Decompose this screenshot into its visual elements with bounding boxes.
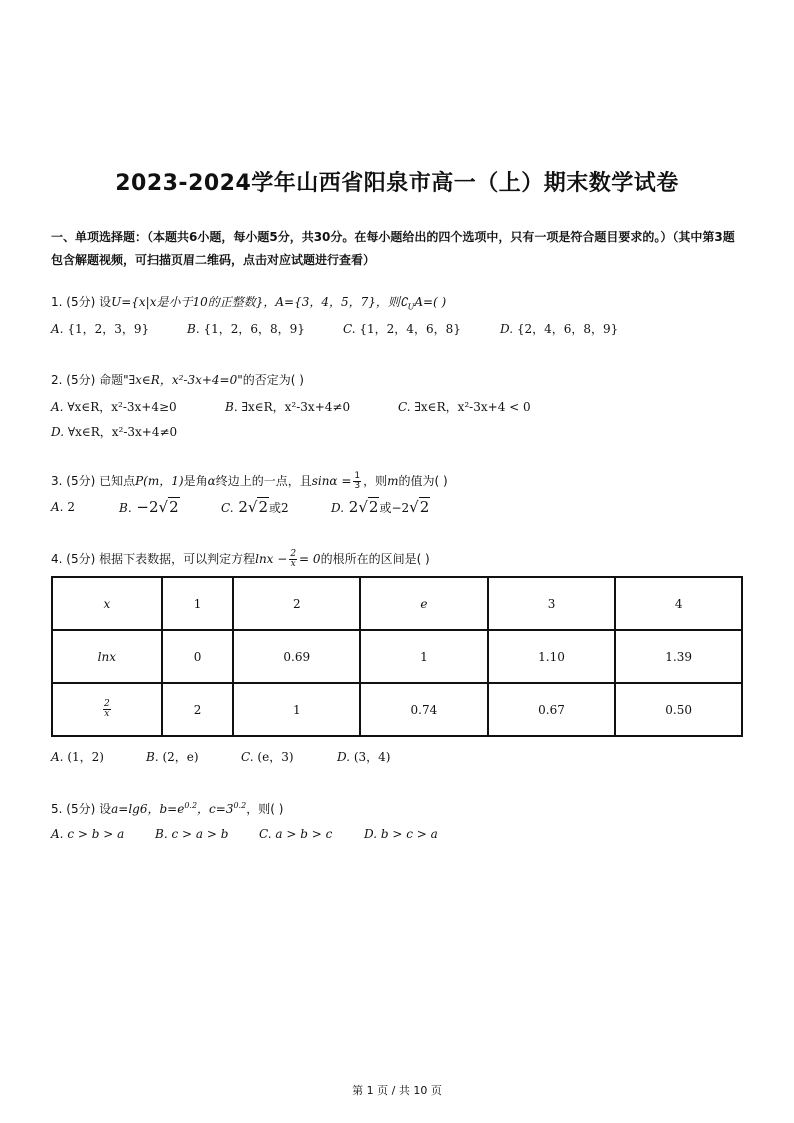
option-post: 或2 [269,501,289,515]
option-letter: C. [241,750,254,764]
stem-math: = 0 [299,552,321,566]
option-letter: B. [187,322,200,336]
q2-option-a[interactable] [51,398,177,415]
fraction-numerator: 1 [354,471,361,481]
table-cell: 1 [233,683,360,736]
table-row [52,630,742,683]
option-letter: C. [221,501,234,515]
table-cell: 2 [233,577,360,630]
option-letter: B. [155,827,168,841]
table-cell: 4 [615,577,742,630]
table-row [52,577,742,630]
stem-math: A=( ) [414,295,447,309]
question-4-stem [51,550,430,569]
q4-option-c[interactable] [241,748,294,765]
stem-text: "的否定为( ) [237,373,304,387]
option-text: ∃x∈R，x²-3x+4 < 0 [414,400,531,414]
option-pre: −2 [136,498,159,516]
q2-option-c[interactable] [398,398,531,415]
stem-text: 的根所在的区间是( ) [320,552,430,566]
q3-option-c[interactable] [221,498,289,516]
q5-option-b[interactable] [155,827,228,841]
question-2-stem [51,371,304,388]
option-pre: 2 [238,498,248,516]
stem-math: U={x|x是小于10的正整数}，A={3，4，5，7}，则∁ [111,295,408,309]
option-letter: A. [51,827,64,841]
question-number: 2. (5分) [51,373,96,387]
q1-option-b[interactable] [187,320,305,337]
data-table [51,576,743,737]
option-text: (3，4) [353,750,391,764]
option-letter: A. [51,750,64,764]
table-cell: 1.39 [615,630,742,683]
option-text: {2，4，6，8，9} [516,322,619,336]
fraction [353,472,361,491]
table-cell: 0.67 [488,683,616,736]
q5-option-d[interactable] [364,827,438,841]
question-number: 1. (5分) [51,295,96,309]
section-heading: 一、单项选择题：（本题共6小题，每小题5分，共30分。在每小题给出的四个选项中，只有一项是符合题目要求的。）（其中第3题包含解题视频，可扫描页眉二维码，点击对应试题进行查看） [51,230,735,267]
q3-option-d[interactable] [331,498,430,516]
q1-option-c[interactable] [343,320,461,337]
q5-option-c[interactable] [259,827,332,841]
option-text: {1，2，3，9} [67,322,150,336]
table-cell: 0.50 [615,683,742,736]
stem-text: 命题" [99,373,129,387]
table-cell: x [52,577,162,630]
question-number: 4. (5分) [51,552,96,566]
option-text: a > b > c [275,827,333,841]
fraction-numerator: 2 [290,549,297,559]
stem-text: ，则 [363,474,388,488]
fraction-numerator: 2 [103,699,110,709]
option-letter: A. [51,322,64,336]
table-cell: 2 [162,683,234,736]
option-letter: D. [500,322,514,336]
question-1-stem [51,293,446,311]
option-text: b > c > a [380,827,438,841]
stem-math: ∃x∈R，x²-3x+4=0 [128,373,238,387]
stem-math: lnx − [255,552,288,566]
exponent: 0.2 [233,801,247,810]
option-text: ∃x∈R，x²-3x+4≠0 [241,400,351,414]
stem-math: a=lg6，b=e [111,802,185,816]
option-text: c > b > a [67,827,125,841]
radicand: 2 [258,498,269,516]
option-letter: D. [51,425,65,439]
table-cell: 1 [360,630,488,683]
table-cell: 1 [162,577,234,630]
fraction-denominator: x [104,709,110,719]
option-letter: A. [51,400,64,414]
option-text: (2，e) [162,750,199,764]
q4-option-a[interactable] [51,748,104,765]
stem-text: 设 [99,295,112,309]
stem-text: 的值为( ) [398,474,448,488]
q3-option-b[interactable] [119,498,180,516]
stem-math: α [207,474,216,488]
stem-text: 终边上的一点，且 [215,474,312,488]
table-cell: e [360,577,488,630]
stem-subscript: U [407,302,415,312]
q2-option-d[interactable] [51,423,177,440]
radicand: 2 [419,498,430,516]
option-letter: A. [51,500,64,514]
q4-option-b[interactable] [146,748,199,765]
table-cell [52,683,162,736]
page-footer: 第 1 页 / 共 10 页 [352,1084,442,1097]
radicand: 2 [169,498,179,516]
stem-text: 已知点 [99,474,136,488]
sqrt-icon: √ [247,498,258,516]
option-letter: C. [259,827,272,841]
option-letter: B. [146,750,159,764]
option-letter: C. [343,322,356,336]
option-letter: D. [364,827,378,841]
stem-math: P(m，1) [135,474,184,488]
table-cell: 0.69 [233,630,360,683]
table-cell: 1.10 [488,630,616,683]
stem-text: 根据下表数据，可以判定方程 [99,552,256,566]
option-pre: 2 [348,498,359,516]
q2-option-b[interactable] [225,398,350,415]
question-number: 3. (5分) [51,474,96,488]
option-letter: D. [331,501,345,515]
option-text: (e，3) [257,750,294,764]
option-letter: D. [337,750,351,764]
stem-text: ，则( ) [246,802,284,816]
option-text: ∀x∈R，x²-3x+4≠0 [67,425,178,439]
question-3-stem [51,472,448,491]
option-text: (1，2) [67,750,104,764]
fraction [103,700,111,719]
option-letter: B. [119,501,132,515]
fraction-denominator: 3 [354,481,361,491]
radicand: 2 [368,498,379,516]
table-cell: 0 [162,630,234,683]
q1-option-a[interactable] [51,320,149,337]
sqrt-icon: √ [358,498,368,516]
q4-option-d[interactable] [337,748,390,765]
option-letter: B. [225,400,238,414]
option-text: {1，2，4，6，8} [359,322,461,336]
table-cell: 0.74 [360,683,488,736]
question-5-stem [51,800,283,817]
table-cell: lnx [52,630,162,683]
sqrt-icon: √ [409,498,419,516]
stem-text: 是角 [183,474,208,488]
fraction-denominator: x [290,559,296,569]
table-cell: 3 [488,577,616,630]
option-text: {1，2，6，8，9} [203,322,305,336]
option-text: 2 [67,500,75,514]
table-row [52,683,742,736]
stem-math: m [387,474,399,488]
stem-math: sinα = [311,474,352,488]
stem-math: ，c=3 [197,802,234,816]
option-letter: C. [398,400,411,414]
sqrt-icon: √ [158,498,169,516]
page-title: 2023-2024学年山西省阳泉市高一（上）期末数学试卷 [115,171,679,196]
exponent: 0.2 [184,801,198,810]
q1-option-d[interactable] [500,320,618,337]
fraction [289,550,297,569]
question-number: 5. (5分) [51,802,96,816]
q5-option-a[interactable] [51,827,124,841]
option-text: c > a > b [171,827,229,841]
option-text: ∀x∈R，x²-3x+4≥0 [67,400,177,414]
stem-text: 设 [99,802,112,816]
q3-option-a[interactable] [51,500,75,514]
option-post: 或−2 [379,501,410,515]
